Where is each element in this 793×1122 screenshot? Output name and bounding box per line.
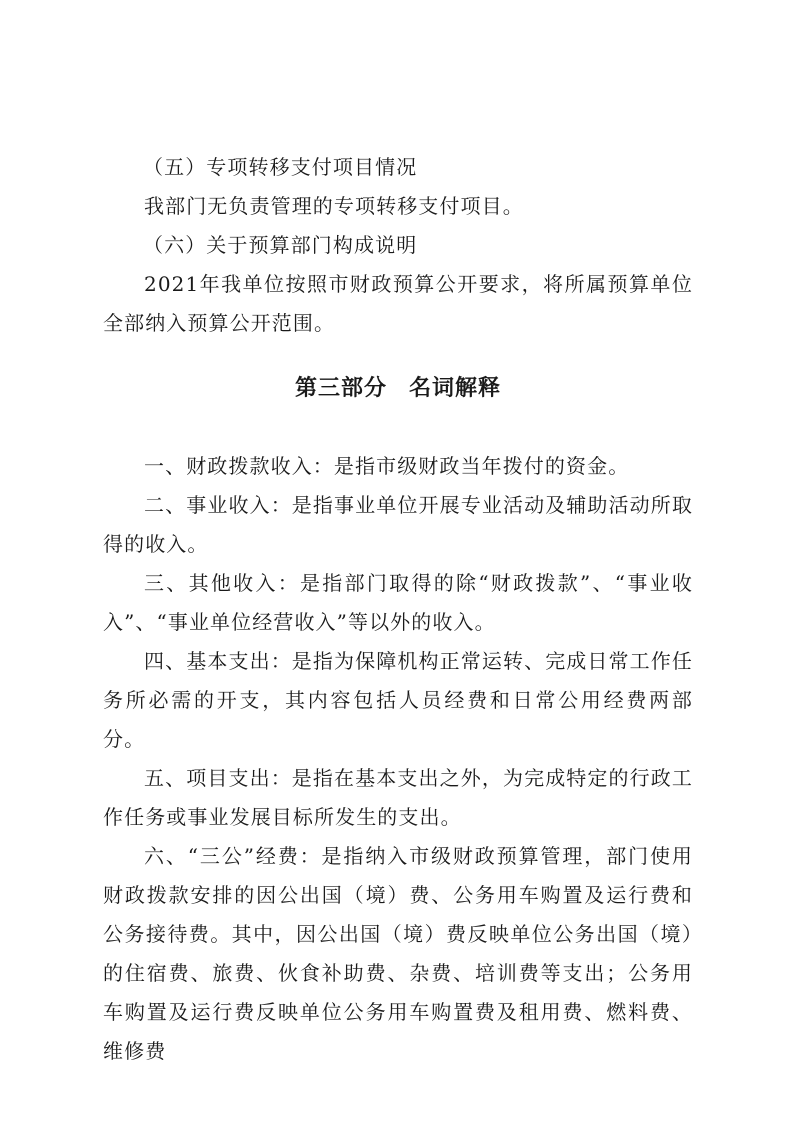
part-3-title-number: 第三部分 [294,376,387,401]
definition-paragraph: 一、财政拨款收入：是指市级财政当年拨付的资金。 [144,454,630,478]
section-6-heading: （六）关于预算部门构成说明 [143,233,418,257]
part-3-title-text: 名词解释 [409,376,502,401]
definition-paragraph: 六、“三公”经费：是指纳入市级财政预算管理，部门使用财政拨款安排的因公出国（境）费、公务用车购置及运行费和公务接待费。其中，因公出国（境）费反映单位公务出国（境）的住宿费、旅费、伙食补助费、杂费、培训费等支出；公务用车购置及运行费反映单位公务用车购置费及租用费、燃料费、维修费 [103,844,693,1063]
section-6-body: 2021年我单位按照市财政预算公开要求，将所属预算单位全部纳入预算公开范围。 [103,272,693,335]
definition-paragraph: 四、基本支出：是指为保障机构正常运转、完成日常工作任务所必需的开支，其内容包括人员经费和日常公用经费两部分。 [103,649,693,751]
section-5-heading: （五）专项转移支付项目情况 [143,155,418,179]
section-5-body: 我部门无负责管理的专项转移支付项目。 [144,194,524,218]
document-body [103,148,693,1071]
definition-paragraph: 五、项目支出：是指在基本支出之外，为完成特定的行政工作任务或事业发展目标所发生的支出。 [103,766,693,829]
definition-paragraph: 三、其他收入：是指部门取得的除“财政拨款”、“事业收入”、“事业单位经营收入”等以外的收入。 [103,571,693,634]
definition-paragraph: 二、事业收入：是指事业单位开展专业活动及辅助活动所取得的收入。 [103,493,693,556]
part-3-title [103,373,693,405]
